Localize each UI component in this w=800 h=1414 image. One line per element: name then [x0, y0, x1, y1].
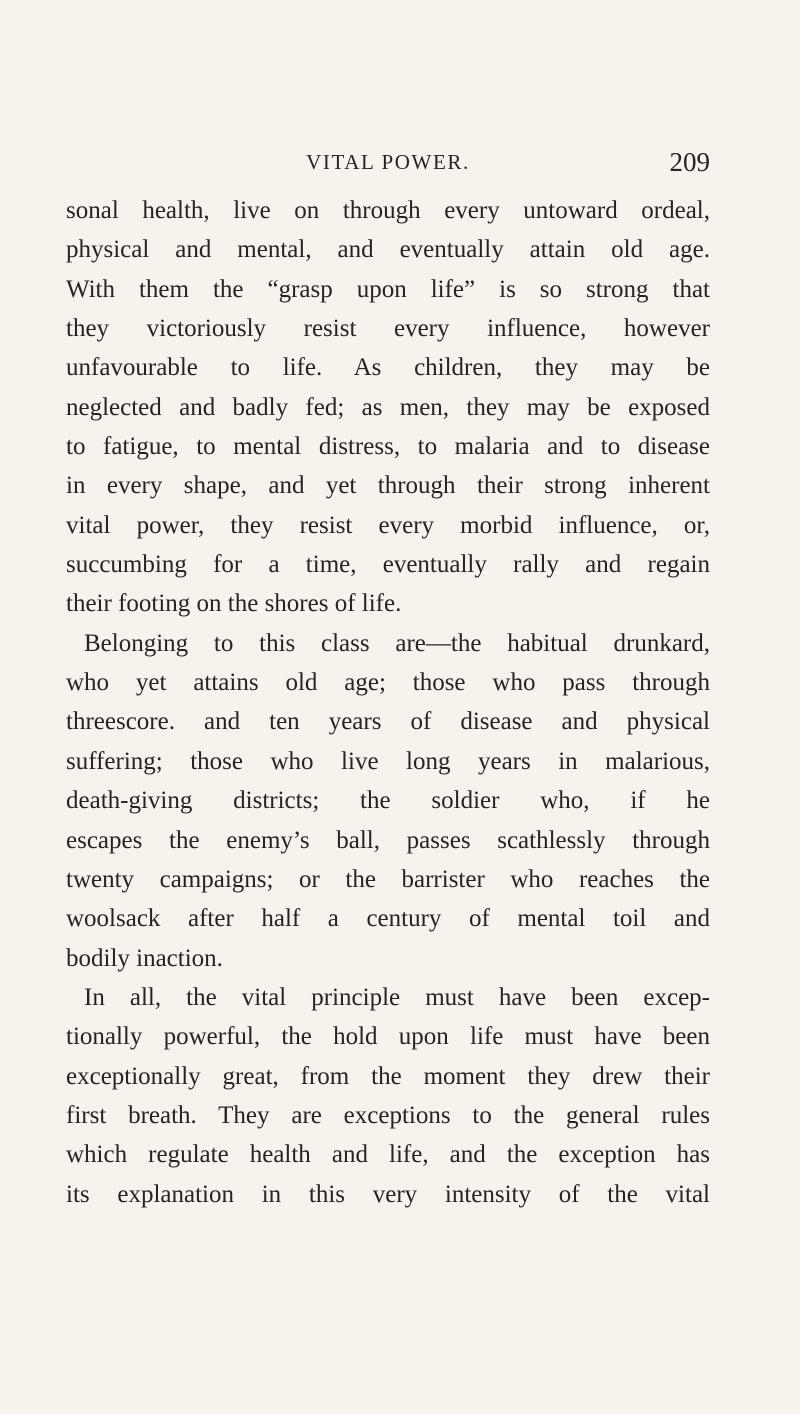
text-line: neglected and badly fed; as men, they may be exposed	[66, 393, 710, 421]
text-line: twenty campaigns; or the barrister who reaches the	[66, 865, 710, 893]
text-line: succumbing for a time, eventually rally and regain	[66, 551, 710, 579]
text-line: first breath. They are exceptions to the general rules	[66, 1101, 710, 1129]
text-line: With them the “grasp upon life” is so strong that	[66, 275, 710, 303]
text-line: threescore. and ten years of disease and physical	[66, 708, 710, 736]
text-line: death-giving districts; the soldier who, if he	[66, 787, 710, 815]
text-line: who yet attains old age; those who pass through	[66, 669, 710, 697]
running-head	[66, 142, 710, 182]
text-line: they victoriously resist every influence, however	[66, 315, 710, 343]
text-line: exceptionally great, from the moment they drew their	[66, 1062, 710, 1090]
page-number: 209	[669, 147, 710, 177]
paragraph-start-line: Belonging to this class are—the habitual drunkard,	[84, 629, 710, 657]
text-line: escapes the enemy’s ball, passes scathlessly through	[66, 826, 710, 854]
text-line: to fatigue, to mental distress, to malaria and to disease	[66, 433, 710, 461]
text-line: sonal health, live on through every untoward ordeal,	[66, 197, 710, 224]
text-line: unfavourable to life. As children, they may be	[66, 354, 710, 382]
text-line: physical and mental, and eventually attain old age.	[66, 236, 710, 264]
text-line: woolsack after half a century of mental toil and	[66, 905, 710, 933]
text-line: suffering; those who live long years in malarious,	[66, 747, 710, 775]
paragraph-end-line: their footing on the shores of life.	[66, 590, 402, 618]
text-line: which regulate health and life, and the exception has	[66, 1141, 710, 1169]
body-text	[66, 191, 710, 1214]
paragraph-end-line: bodily inaction.	[66, 944, 223, 972]
text-line: vital power, they resist every morbid influence, or,	[66, 511, 710, 539]
paragraph-start-line: In all, the vital principle must have been excep-	[84, 983, 710, 1011]
running-title: VITAL POWER.	[306, 150, 470, 174]
text-line: its explanation in this very intensity of the vital	[66, 1180, 710, 1208]
text-line: in every shape, and yet through their strong inherent	[66, 472, 710, 500]
text-line: tionally powerful, the hold upon life must have been	[66, 1023, 710, 1051]
